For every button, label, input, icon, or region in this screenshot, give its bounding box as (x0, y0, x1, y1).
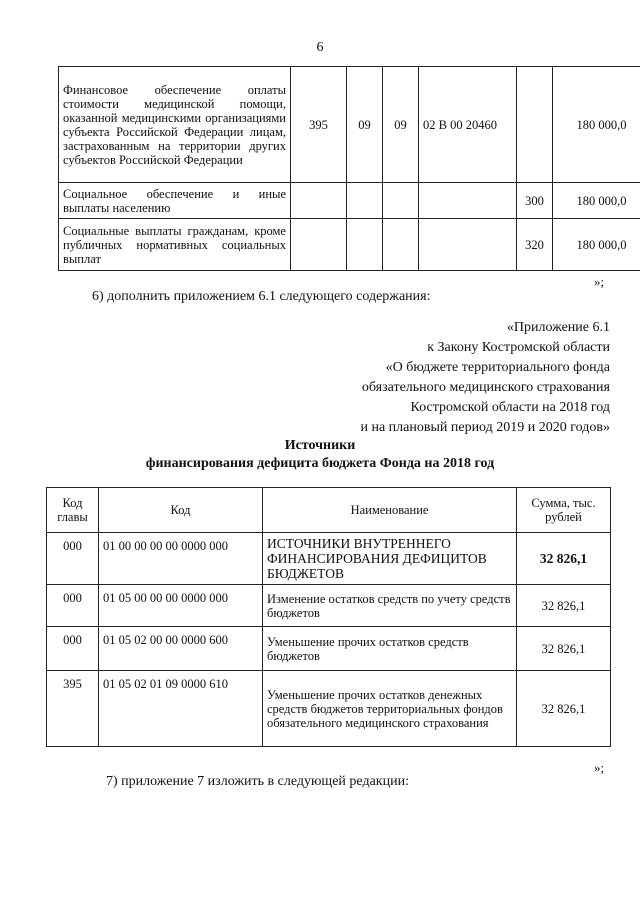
chapter-code: 000 (47, 585, 99, 627)
header-chapter-code: Код главы (47, 488, 99, 533)
chapter-code: 000 (47, 533, 99, 585)
ved-code (291, 183, 347, 219)
ved-code (291, 219, 347, 271)
table-row (47, 627, 611, 671)
expense-type-code: 300 (517, 183, 553, 219)
page-number: 6 (316, 40, 324, 55)
amount: 180 000,0 (553, 183, 640, 219)
table-row (59, 219, 640, 271)
appendix-line: обязательного медицинского страхования (361, 380, 610, 395)
classification-code: 01 05 00 00 00 0000 000 (99, 585, 263, 627)
header-name: Наименование (263, 488, 517, 533)
row-name: Социальные выплаты гражданам, кроме публичных нормативных социальных выплат (59, 219, 291, 271)
subsection-code: 09 (383, 67, 419, 183)
section-code: 09 (347, 67, 383, 183)
table-row (47, 533, 611, 585)
table-row (59, 183, 640, 219)
amount: 32 826,1 (517, 533, 611, 585)
deficit-sources-table (46, 487, 611, 747)
expense-type-code: 320 (517, 219, 553, 271)
amount: 180 000,0 (553, 67, 640, 183)
amount: 32 826,1 (517, 627, 611, 671)
expenditure-table (58, 66, 640, 271)
end-quote-mark: »; (594, 274, 605, 289)
header-amount: Сумма, тыс. рублей (517, 488, 611, 533)
appendix-line: Костромской области на 2018 год (410, 400, 610, 415)
amount: 32 826,1 (517, 671, 611, 747)
appendix-line: к Закону Костромской области (427, 340, 610, 355)
appendix-line: «Приложение 6.1 (506, 320, 610, 335)
section-code (347, 219, 383, 271)
classification-code: 01 00 00 00 00 0000 000 (99, 533, 263, 585)
table-header-row (47, 488, 611, 533)
amount: 32 826,1 (517, 585, 611, 627)
classification-code: 01 05 02 00 00 0000 600 (99, 627, 263, 671)
document-title: Источники (284, 438, 356, 453)
row-name: Финансовое обеспечение оплаты стоимости медицинской помощи, оказанной медицинскими организациями субъекта Российской Федерации лицам, застрахованным на территории других субъектов Российской Федерации (59, 67, 291, 183)
end-quote-mark: »; (594, 760, 605, 775)
table-row (47, 585, 611, 627)
document-subtitle: финансирования дефицита бюджета Фонда на 2018 год (145, 456, 495, 471)
appendix-line: и на плановый период 2019 и 2020 годов» (360, 420, 610, 435)
source-name: ИСТОЧНИКИ ВНУТРЕННЕГО ФИНАНСИРОВАНИЯ ДЕФИЦИТОВ БЮДЖЕТОВ (263, 533, 517, 585)
target-code (419, 219, 517, 271)
chapter-code: 000 (47, 627, 99, 671)
source-name: Изменение остатков средств по учету средств бюджетов (263, 585, 517, 627)
appendix-line: «О бюджете территориального фонда (385, 360, 610, 375)
source-name: Уменьшение прочих остатков денежных средств бюджетов территориальных фондов обязательного медицинского страхования (263, 671, 517, 747)
section-code (347, 183, 383, 219)
ved-code: 395 (291, 67, 347, 183)
appendix-header (360, 318, 610, 438)
classification-code: 01 05 02 01 09 0000 610 (99, 671, 263, 747)
table-row (47, 671, 611, 747)
target-code: 02 В 00 20460 (419, 67, 517, 183)
row-name: Социальное обеспечение и иные выплаты населению (59, 183, 291, 219)
amount: 180 000,0 (553, 219, 640, 271)
header-code: Код (99, 488, 263, 533)
subsection-code (383, 183, 419, 219)
chapter-code: 395 (47, 671, 99, 747)
expense-type-code (517, 67, 553, 183)
target-code (419, 183, 517, 219)
paragraph-7: 7) приложение 7 изложить в следующей редакции: (106, 774, 409, 789)
subsection-code (383, 219, 419, 271)
paragraph-6: 6) дополнить приложением 6.1 следующего содержания: (92, 289, 431, 304)
source-name: Уменьшение прочих остатков средств бюджетов (263, 627, 517, 671)
table-row (59, 67, 640, 183)
